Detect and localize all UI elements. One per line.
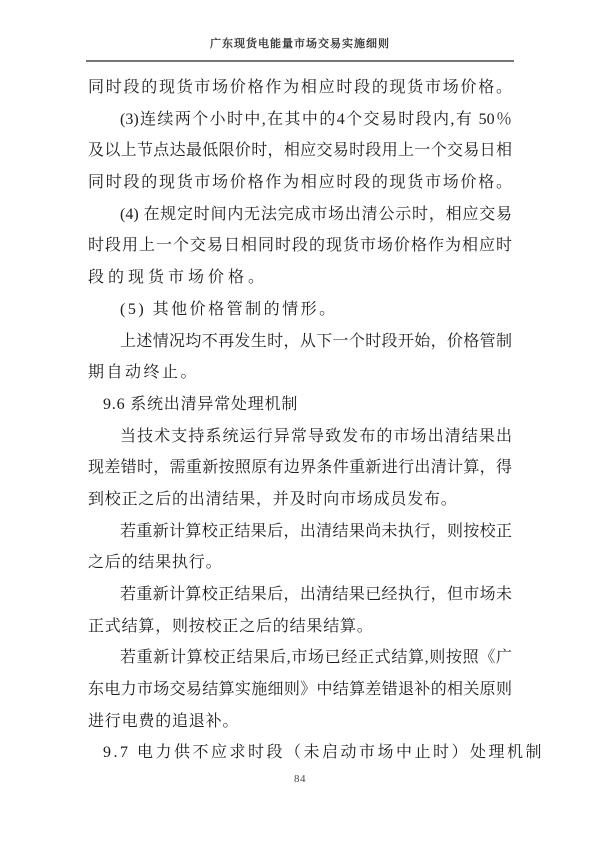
document-line: 之后的结果执行。 (88, 554, 223, 572)
document-line: 进行电费的追退补。 (88, 712, 240, 730)
document-line: 同时段的现货市场价格作为相应时段的现货市场价格。 (88, 174, 512, 192)
document-line: 若重新计算校正结果后，出清结果已经执行，但市场未 (120, 586, 512, 603)
document-line: (5) 其他价格管制的情形。 (120, 300, 338, 318)
document-line: 正式结算，则按校正之后的结果结算。 (88, 617, 374, 635)
document-line: 东电力市场交易结算实施细则》中结算差错退补的相关原则 (88, 681, 512, 699)
document-line: 时段用上一个交易日相同时段的现货市场价格作为相应时 (88, 237, 512, 255)
document-line: 段的现货市场价格。 (88, 269, 269, 287)
document-line: 到校正之后的出清结果，并及时向市场成员发布。 (88, 490, 458, 508)
page-number: 84 (294, 773, 306, 785)
document-line: 及以上节点达最低限价时，相应交易时段用上一个交易日相 (88, 142, 512, 160)
document-line: (3)连续两个小时中,在其中的4个交易时段内,有 50％ (120, 110, 512, 128)
page-header (86, 0, 514, 62)
document-line: 现差错时，需重新按照原有边界条件重新进行出清计算，得 (88, 459, 512, 477)
document-line: 同时段的现货市场价格作为相应时段的现货市场价格。 (88, 79, 512, 96)
document-line: 期自动终止。 (88, 364, 200, 382)
document-line: (4) 在规定时间内无法完成市场出清公示时，相应交易 (120, 205, 512, 223)
document-line: 若重新计算校正结果后,市场已经正式结算,则按照《广 (120, 649, 512, 667)
document-line: 9.6 系统出清异常处理机制 (103, 395, 299, 413)
document-line: 9.7 电力供不应求时段（未启动市场中止时）处理机制 (103, 744, 545, 762)
document-body (88, 72, 545, 769)
document-line: 当技术支持系统运行异常导致发布的市场出清结果出 (120, 427, 512, 445)
document-line: 若重新计算校正结果后，出清结果尚未执行，则按校正 (120, 522, 512, 540)
document-line: 上述情况均不再发生时，从下一个时段开始，价格管制 (120, 332, 512, 350)
header-title: 广东现货电能量市场交易实施细则 (210, 38, 390, 50)
